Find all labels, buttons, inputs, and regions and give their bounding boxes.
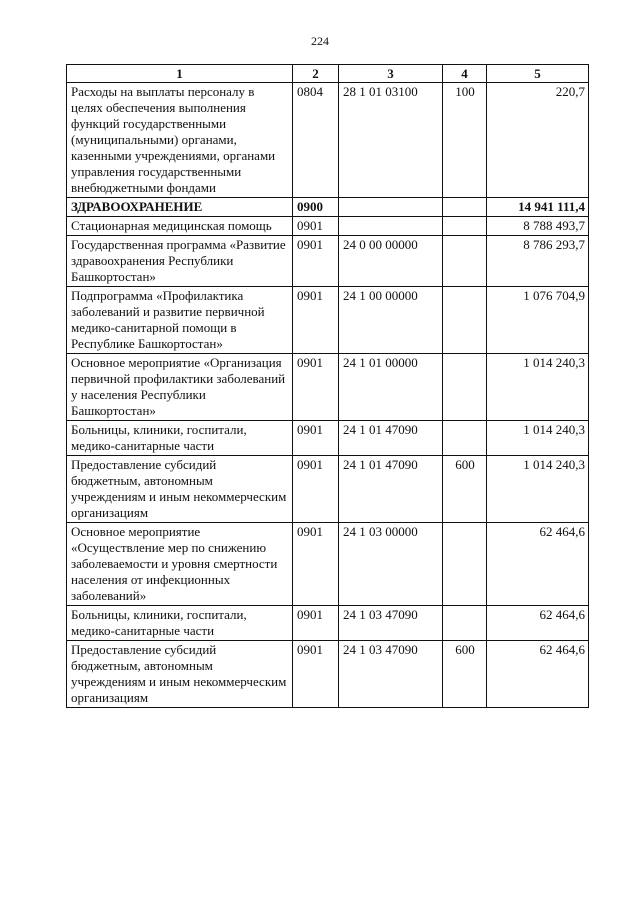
header-col-4: 4	[443, 65, 487, 83]
row-name: Предоставление субсидий бюджетным, автономным учреждениям и иным некоммерческим организациям	[67, 456, 293, 523]
row-name: Больницы, клиники, госпитали, медико-санитарные части	[67, 421, 293, 456]
row-amount: 62 464,6	[487, 641, 589, 708]
table-row	[67, 287, 589, 354]
row-section-code: 0901	[293, 523, 339, 606]
row-name: Государственная программа «Развитие здравоохранения Республики Башкортостан»	[67, 236, 293, 287]
header-col-5: 5	[487, 65, 589, 83]
row-target-code: 24 1 03 00000	[339, 523, 443, 606]
header-row	[67, 65, 589, 83]
table-row	[67, 421, 589, 456]
row-expense-type	[443, 236, 487, 287]
table-row	[67, 606, 589, 641]
row-name: Расходы на выплаты персоналу в целях обеспечения выполнения функций государственными (муниципальными) органами, казенными учреждениями, органами управления государственными внебюджетными фондами	[67, 83, 293, 198]
row-name: Подпрограмма «Профилактика заболеваний и развитие первичной медико-санитарной помощи в Республике Башкортостан»	[67, 287, 293, 354]
table-row	[67, 217, 589, 236]
row-amount: 14 941 111,4	[487, 198, 589, 217]
row-expense-type	[443, 354, 487, 421]
row-amount: 8 788 493,7	[487, 217, 589, 236]
row-target-code: 24 1 01 47090	[339, 456, 443, 523]
row-target-code: 24 1 01 47090	[339, 421, 443, 456]
table-body	[67, 83, 589, 708]
row-name: Основное мероприятие «Осуществление мер по снижению заболеваемости и уровня смертности населения от инфекционных заболеваний»	[67, 523, 293, 606]
table-row	[67, 236, 589, 287]
row-amount: 1 014 240,3	[487, 456, 589, 523]
row-section-code: 0901	[293, 287, 339, 354]
table-row	[67, 198, 589, 217]
row-section-code: 0901	[293, 606, 339, 641]
row-amount: 62 464,6	[487, 523, 589, 606]
table-row	[67, 354, 589, 421]
row-expense-type: 600	[443, 641, 487, 708]
row-amount: 8 786 293,7	[487, 236, 589, 287]
row-name: Больницы, клиники, госпитали, медико-санитарные части	[67, 606, 293, 641]
table-row	[67, 456, 589, 523]
budget-table	[66, 64, 589, 708]
row-section-code: 0901	[293, 641, 339, 708]
row-expense-type	[443, 287, 487, 354]
row-expense-type	[443, 217, 487, 236]
row-section-code: 0901	[293, 354, 339, 421]
row-section-code: 0900	[293, 198, 339, 217]
row-name: Стационарная медицинская помощь	[67, 217, 293, 236]
header-col-2: 2	[293, 65, 339, 83]
row-name: Основное мероприятие «Организация первичной профилактики заболеваний у населения Республики Башкортостан»	[67, 354, 293, 421]
row-amount: 1 014 240,3	[487, 354, 589, 421]
row-section-code: 0901	[293, 236, 339, 287]
row-expense-type	[443, 198, 487, 217]
row-amount: 1 014 240,3	[487, 421, 589, 456]
row-name: Предоставление субсидий бюджетным, автономным учреждениям и иным некоммерческим организациям	[67, 641, 293, 708]
row-section-code: 0901	[293, 456, 339, 523]
row-target-code: 28 1 01 03100	[339, 83, 443, 198]
row-target-code: 24 1 03 47090	[339, 606, 443, 641]
table-row	[67, 523, 589, 606]
row-expense-type	[443, 523, 487, 606]
row-amount: 1 076 704,9	[487, 287, 589, 354]
header-col-1: 1	[67, 65, 293, 83]
row-expense-type: 600	[443, 456, 487, 523]
header-col-3: 3	[339, 65, 443, 83]
row-expense-type	[443, 606, 487, 641]
row-expense-type: 100	[443, 83, 487, 198]
page-number: 224	[311, 34, 329, 48]
table-row	[67, 641, 589, 708]
row-amount: 62 464,6	[487, 606, 589, 641]
row-target-code: 24 1 00 00000	[339, 287, 443, 354]
row-section-code: 0901	[293, 421, 339, 456]
row-target-code	[339, 217, 443, 236]
row-target-code: 24 1 01 00000	[339, 354, 443, 421]
row-amount: 220,7	[487, 83, 589, 198]
table-header	[67, 65, 589, 83]
row-target-code: 24 1 03 47090	[339, 641, 443, 708]
row-target-code	[339, 198, 443, 217]
row-section-code: 0804	[293, 83, 339, 198]
row-target-code: 24 0 00 00000	[339, 236, 443, 287]
row-section-code: 0901	[293, 217, 339, 236]
row-name: ЗДРАВООХРАНЕНИЕ	[67, 198, 293, 217]
row-expense-type	[443, 421, 487, 456]
table-row	[67, 83, 589, 198]
